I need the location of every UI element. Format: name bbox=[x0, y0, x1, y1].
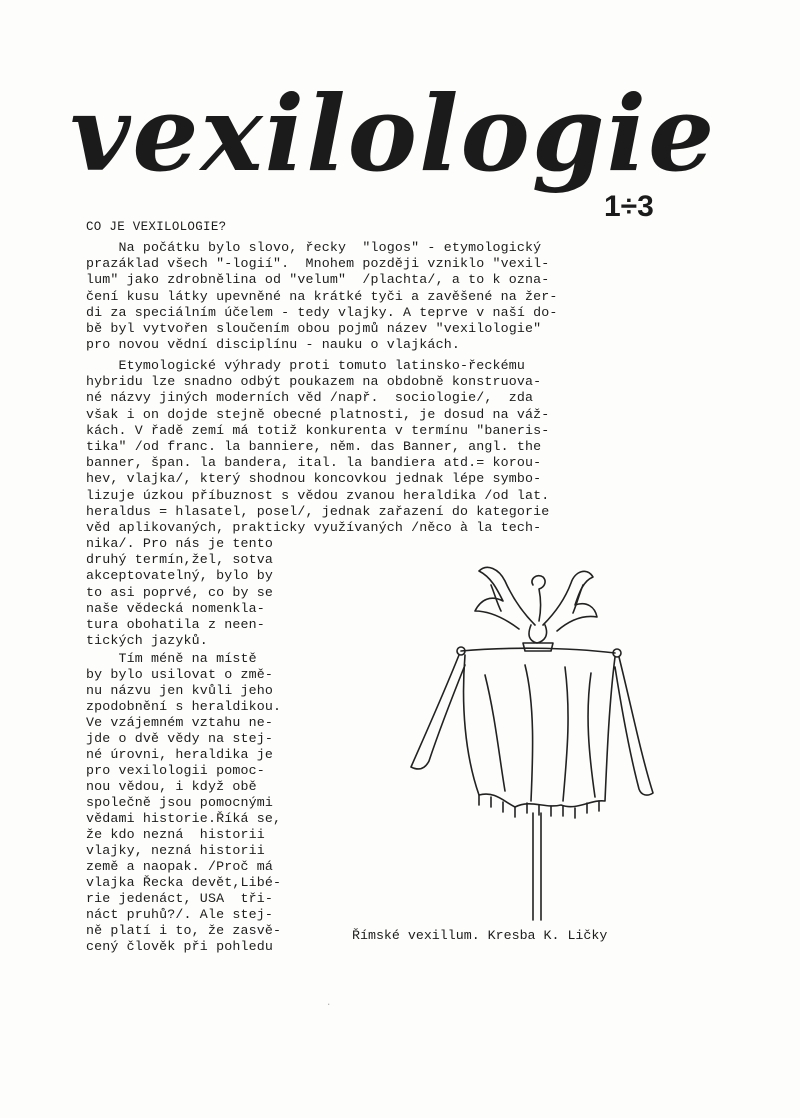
text-line: né úrovni, heraldika je bbox=[86, 747, 273, 762]
text-line: by bylo usilovat o změ- bbox=[86, 667, 273, 682]
text-line: naše vědecká nomenkla- bbox=[86, 600, 265, 616]
text-line: že kdo nezná historii bbox=[86, 827, 265, 842]
text-line: cený člověk při pohledu bbox=[86, 939, 273, 954]
text-line: kách. V řadě zemí má totiž konkurenta v termínu "baneris- bbox=[86, 422, 550, 438]
text-line: bě byl vytvořen sloučením obou pojmů název "vexilologie" bbox=[86, 321, 542, 336]
text-line: Tím méně na místě bbox=[86, 651, 257, 666]
text-line: tura obohatila z neen- bbox=[86, 617, 265, 632]
text-line: tika" /od franc. la banniere, něm. das Banner, angl. the bbox=[86, 439, 542, 454]
article-heading: CO JE VEXILOLOGIE? bbox=[86, 220, 227, 234]
text-line: vlajka Řecka devět,Libé- bbox=[86, 875, 282, 890]
text-line: pro vexilologii pomoc- bbox=[86, 763, 265, 778]
text-line: ně platí i to, že zasvě- bbox=[86, 923, 282, 938]
text-line: banner, špan. la bandera, ital. la bandiera atd.= korou- bbox=[86, 455, 542, 471]
text-line: né názvy jiných moderních věd /např. sociologie/, zda bbox=[86, 390, 534, 406]
text-line: společně jsou pomocnými bbox=[86, 795, 273, 810]
issue-number: 1÷3 bbox=[604, 190, 654, 223]
text-line: to asi poprvé, co by se bbox=[86, 584, 273, 600]
paper-speck: · bbox=[326, 1000, 332, 1010]
text-line: prazáklad všech "-logií". Mnohem později vzniklo "vexil- bbox=[86, 256, 550, 272]
text-line: země a naopak. /Proč má bbox=[86, 859, 273, 874]
vexillum-illustration bbox=[395, 555, 655, 925]
text-line: heraldus = hlasatel, posel/, jednak zařazení do kategorie bbox=[86, 503, 550, 519]
text-line: zpodobnění s heraldikou. bbox=[86, 699, 282, 714]
text-line: náct pruhů?/. Ale stej- bbox=[86, 907, 273, 922]
text-line: vědami historie.Říká se, bbox=[86, 811, 282, 826]
text-line: lizuje úzkou příbuznost s vědou zvanou heraldika /od lat. bbox=[86, 487, 550, 503]
text-line: nika/. Pro nás je tento bbox=[86, 536, 273, 551]
text-line: rie jedenáct, USA tři- bbox=[86, 891, 273, 906]
text-line: druhý termín,žel, sotva bbox=[86, 552, 273, 568]
text-line: Na počátku bylo slovo, řecky "logos" - etymologický bbox=[86, 240, 542, 255]
text-line: nou vědou, i když obě bbox=[86, 779, 257, 794]
text-line: Etymologické výhrady proti tomuto latinsko-řeckému bbox=[86, 358, 525, 373]
text-line: vlajky, nezná historii bbox=[86, 843, 265, 858]
text-line: věd aplikovaných, prakticky využívaných /něco à la tech- bbox=[86, 520, 542, 535]
text-line: však i on dojde stejně obecné platnosti, je dosud na váž- bbox=[86, 406, 550, 422]
text-line: tických jazyků. bbox=[86, 633, 208, 649]
text-line: lum" jako zdrobnělina od "velum" /plachta/, a to k ozna- bbox=[86, 272, 550, 288]
text-line: hev, vlajka/, který shodnou koncovkou jednak lépe symbo- bbox=[86, 471, 542, 487]
illustration-caption: Římské vexillum. Kresba K. Ličky bbox=[352, 928, 608, 943]
text-line: di za speciálním účelem - tedy vlajky. A teprve v naší do- bbox=[86, 304, 558, 320]
text-line: jde o dvě vědy na stej- bbox=[86, 731, 273, 746]
text-line: čení kusu látky upevněné na krátké tyči a zavěšené na žer- bbox=[86, 288, 558, 304]
masthead-title: vexilologie bbox=[70, 72, 717, 195]
text-line: pro novou vědní disciplínu - nauku o vlajkách. bbox=[86, 337, 460, 353]
text-line: Ve vzájemném vztahu ne- bbox=[86, 715, 273, 730]
text-line: akceptovatelný, bylo by bbox=[86, 568, 273, 584]
text-line: nu názvu jen kvůli jeho bbox=[86, 683, 273, 698]
text-line: hybridu lze snadno odbýt poukazem na obdobně konstruova- bbox=[86, 374, 542, 390]
